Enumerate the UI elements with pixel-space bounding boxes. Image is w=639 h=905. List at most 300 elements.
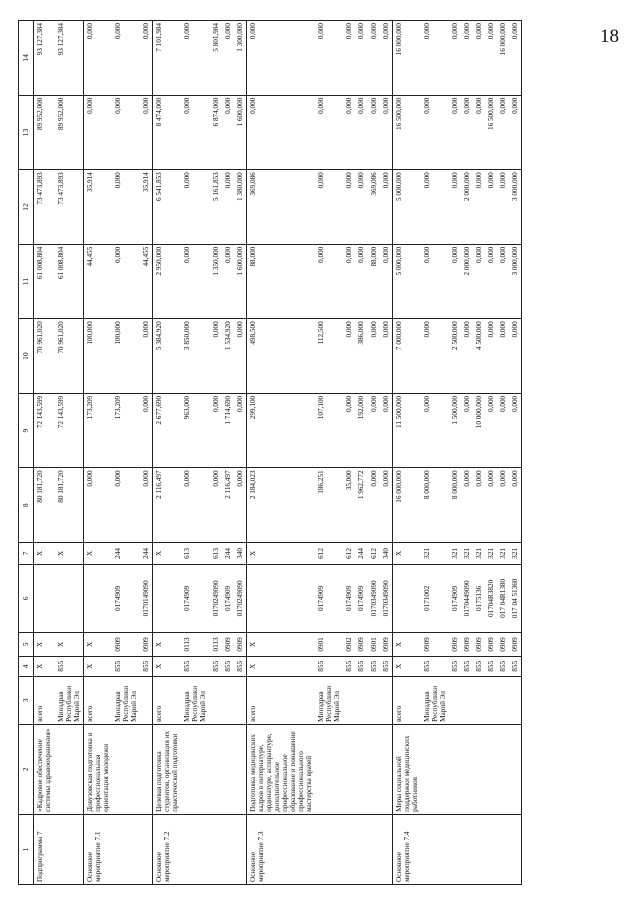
table-cell-2 [497, 724, 509, 814]
table-cell-10: 0,000 [461, 319, 473, 394]
table-cell-9: 107,100 [315, 393, 343, 468]
table-cell-10: 70 961,020 [34, 319, 55, 394]
table-cell-1 [368, 814, 380, 884]
table-cell-9: 0,000 [509, 393, 522, 468]
rotated-table-container [18, 20, 520, 885]
table-cell-1: Основное мероприятие 7.4 [392, 814, 421, 884]
table-row [234, 21, 247, 885]
table-cell-12: 0,000 [473, 170, 485, 245]
table-cell-5: X [392, 632, 421, 656]
header-cell: 4 [19, 656, 34, 676]
table-cell-4: X [34, 656, 55, 676]
table-cell-5: X [83, 632, 112, 656]
table-cell-13: 0,000 [246, 95, 315, 170]
table-cell-1 [181, 814, 209, 884]
header-cell: 8 [19, 468, 34, 543]
table-cell-2 [210, 724, 222, 814]
table-cell-1 [355, 814, 367, 884]
budget-table [18, 20, 522, 885]
table-cell-14: 16 000,000 [392, 21, 421, 96]
table-body [34, 21, 522, 885]
header-cell: 7 [19, 542, 34, 564]
table-cell-10: 3 850,000 [181, 319, 209, 394]
table-cell-1 [497, 814, 509, 884]
table-cell-10: 498,500 [246, 319, 315, 394]
table-cell-1 [315, 814, 343, 884]
page-number: 18 [600, 26, 619, 47]
table-cell-14: 93 127,384 [34, 21, 55, 96]
table-row [55, 21, 84, 885]
table-cell-3 [210, 676, 222, 724]
table-cell-13: 16 500,000 [392, 95, 421, 170]
table-cell-14: 0,000 [380, 21, 393, 96]
table-cell-8: 2 116,497 [153, 468, 182, 543]
table-cell-2: Меры социальной поддержки медицинских работников [392, 724, 421, 814]
table-cell-14: 0,000 [509, 21, 522, 96]
table-cell-9: 11 500,000 [392, 393, 421, 468]
table-cell-13: 0,000 [461, 95, 473, 170]
table-cell-8: 0,000 [234, 468, 247, 543]
table-cell-6 [153, 564, 182, 632]
table-cell-10: 7 000,000 [392, 319, 421, 394]
table-cell-9: 0,000 [210, 393, 222, 468]
table-cell-9: 173,209 [83, 393, 112, 468]
table-cell-3 [380, 676, 393, 724]
table-cell-11: 1 350,000 [210, 244, 222, 319]
table-cell-14: 0,000 [368, 21, 380, 96]
table-cell-1 [421, 814, 449, 884]
table-cell-1 [380, 814, 393, 884]
table-cell-14: 0,000 [461, 21, 473, 96]
table-cell-12: 35,914 [83, 170, 112, 245]
table-cell-5: 0902 [343, 632, 355, 656]
table-cell-1 [210, 814, 222, 884]
table-cell-7: X [246, 542, 315, 564]
table-cell-2 [234, 724, 247, 814]
table-cell-4: 855 [112, 656, 140, 676]
table-cell-5: 0909 [112, 632, 140, 656]
table-cell-8: 2 116,497 [222, 468, 234, 543]
table-cell-12: 0,000 [222, 170, 234, 245]
table-cell-10: 0,000 [421, 319, 449, 394]
table-cell-14: 5 801,984 [210, 21, 222, 96]
table-cell-12: 0,000 [485, 170, 497, 245]
table-cell-12: 0,000 [449, 170, 461, 245]
table-cell-12: 73 473,893 [55, 170, 84, 245]
table-cell-12: 2 000,000 [461, 170, 473, 245]
table-cell-1 [509, 814, 522, 884]
table-cell-4: 855 [140, 656, 153, 676]
table-cell-7: 321 [497, 542, 509, 564]
table-cell-9: 0,000 [343, 393, 355, 468]
table-row [34, 21, 55, 885]
table-cell-5: 0909 [222, 632, 234, 656]
table-cell-5: 0901 [315, 632, 343, 656]
table-cell-1 [485, 814, 497, 884]
table-cell-13: 0,000 [380, 95, 393, 170]
table-cell-8: 8 000,000 [449, 468, 461, 543]
table-cell-13: 0,000 [315, 95, 343, 170]
table-cell-2 [461, 724, 473, 814]
table-row [83, 21, 112, 885]
table-cell-12: 369,086 [368, 170, 380, 245]
table-cell-7: 613 [181, 542, 209, 564]
table-cell-3 [485, 676, 497, 724]
table-cell-4: 855 [473, 656, 485, 676]
table-cell-9: 192,000 [355, 393, 367, 468]
table-cell-11: 0,000 [449, 244, 461, 319]
table-cell-7: 613 [210, 542, 222, 564]
table-cell-13: 0,000 [83, 95, 112, 170]
table-cell-10: 2 500,000 [449, 319, 461, 394]
table-cell-2 [55, 724, 84, 814]
table-cell-11: 61 008,804 [55, 244, 84, 319]
table-cell-6: 017 04R1380 [497, 564, 509, 632]
table-cell-13: 0,000 [509, 95, 522, 170]
table-cell-6 [246, 564, 315, 632]
table-row [315, 21, 343, 885]
table-cell-8: 0,000 [181, 468, 209, 543]
table-cell-10: 70 961,020 [55, 319, 84, 394]
table-cell-3: всего [34, 676, 55, 724]
table-cell-12: 0,000 [112, 170, 140, 245]
table-cell-11: 0,000 [181, 244, 209, 319]
table-row [509, 21, 522, 885]
table-cell-2: Подготовка медицинских кадров в интернатуре, ординатуре, аспирантуре, дополнительное профессиональное образование и повышение профессионального мастерства врачей [246, 724, 315, 814]
table-cell-6: 0174909 [181, 564, 209, 632]
table-cell-9: 299,100 [246, 393, 315, 468]
table-cell-11: 88,000 [246, 244, 315, 319]
table-row [497, 21, 509, 885]
table-cell-13: 89 952,000 [55, 95, 84, 170]
table-cell-5: 0909 [485, 632, 497, 656]
table-cell-1: Основное мероприятие 7.1 [83, 814, 112, 884]
table-cell-10: 0,000 [485, 319, 497, 394]
table-cell-4: X [83, 656, 112, 676]
table-cell-13: 0,000 [497, 95, 509, 170]
table-row [449, 21, 461, 885]
table-cell-9: 0,000 [421, 393, 449, 468]
table-cell-13: 16 500,000 [485, 95, 497, 170]
table-cell-6 [55, 564, 84, 632]
table-cell-6: 0170249090 [234, 564, 247, 632]
table-cell-14: 0,000 [449, 21, 461, 96]
table-cell-7: 321 [421, 542, 449, 564]
table-cell-3 [222, 676, 234, 724]
table-cell-5: 0113 [181, 632, 209, 656]
table-cell-7: 321 [473, 542, 485, 564]
table-cell-13: 0,000 [421, 95, 449, 170]
header-cell: 12 [19, 170, 34, 245]
table-cell-14: 0,000 [355, 21, 367, 96]
table-cell-1 [140, 814, 153, 884]
table-cell-10: 386,000 [355, 319, 367, 394]
table-cell-6: 0174909 [355, 564, 367, 632]
table-cell-12: 0,000 [315, 170, 343, 245]
table-cell-12: 6 541,853 [153, 170, 182, 245]
table-cell-4: 855 [343, 656, 355, 676]
table-cell-11: 44,455 [140, 244, 153, 319]
table-cell-3: всего [83, 676, 112, 724]
table-cell-7: 612 [343, 542, 355, 564]
table-cell-9: 0,000 [497, 393, 509, 468]
header-row [19, 21, 34, 885]
table-cell-1 [55, 814, 84, 884]
table-cell-3 [140, 676, 153, 724]
table-cell-8: 8 000,000 [421, 468, 449, 543]
table-cell-3 [473, 676, 485, 724]
table-cell-11: 0,000 [343, 244, 355, 319]
table-cell-11: 0,000 [421, 244, 449, 319]
table-row [392, 21, 421, 885]
table-row [153, 21, 182, 885]
table-cell-12: 1 380,000 [234, 170, 247, 245]
table-cell-7: 244 [355, 542, 367, 564]
table-cell-11: 0,000 [112, 244, 140, 319]
table-cell-1 [234, 814, 247, 884]
table-cell-9: 0,000 [461, 393, 473, 468]
table-cell-2 [380, 724, 393, 814]
table-cell-6: 0171002 [421, 564, 449, 632]
table-cell-12: 0,000 [421, 170, 449, 245]
header-cell: 11 [19, 244, 34, 319]
table-cell-1 [112, 814, 140, 884]
table-cell-9: 72 143,599 [34, 393, 55, 468]
table-cell-2 [421, 724, 449, 814]
table-cell-7: 340 [234, 542, 247, 564]
table-cell-3: всего [153, 676, 182, 724]
table-cell-7: X [55, 542, 84, 564]
table-cell-2 [140, 724, 153, 814]
header-cell: 13 [19, 95, 34, 170]
table-cell-10: 0,000 [140, 319, 153, 394]
table-cell-8: 0,000 [140, 468, 153, 543]
table-cell-1 [343, 814, 355, 884]
table-cell-2 [315, 724, 343, 814]
table-cell-5: 0909 [421, 632, 449, 656]
table-cell-6 [83, 564, 112, 632]
table-cell-14: 7 101,984 [153, 21, 182, 96]
table-cell-11: 0,000 [315, 244, 343, 319]
table-cell-14: 0,000 [181, 21, 209, 96]
table-cell-11: 2 000,000 [461, 244, 473, 319]
table-cell-12: 0,000 [181, 170, 209, 245]
table-cell-11: 0,000 [222, 244, 234, 319]
table-cell-2 [449, 724, 461, 814]
table-cell-10: 100,000 [83, 319, 112, 394]
table-cell-1 [449, 814, 461, 884]
table-cell-6: 0174909 [449, 564, 461, 632]
table-cell-14: 16 000,000 [497, 21, 509, 96]
table-cell-4: 855 [55, 656, 84, 676]
table-cell-2 [368, 724, 380, 814]
table-cell-10: 0,000 [497, 319, 509, 394]
table-cell-13: 0,000 [222, 95, 234, 170]
table-cell-11: 1 600,000 [234, 244, 247, 319]
table-cell-5: X [153, 632, 182, 656]
table-cell-3: Минздрав Республики Марий Эл [55, 676, 84, 724]
table-cell-14: 0,000 [112, 21, 140, 96]
table-cell-4: 855 [222, 656, 234, 676]
table-row [343, 21, 355, 885]
table-cell-10: 0,000 [509, 319, 522, 394]
table-cell-10: 100,000 [112, 319, 140, 394]
table-cell-9: 0,000 [234, 393, 247, 468]
table-cell-5: X [246, 632, 315, 656]
table-cell-13: 6 874,000 [210, 95, 222, 170]
table-cell-11: 0,000 [485, 244, 497, 319]
table-cell-8: 80 181,720 [34, 468, 55, 543]
table-cell-5: 0909 [497, 632, 509, 656]
table-cell-9: 72 143,599 [55, 393, 84, 468]
table-cell-13: 0,000 [449, 95, 461, 170]
table-cell-12: 5 161,853 [210, 170, 222, 245]
table-cell-10: 0,000 [234, 319, 247, 394]
header-cell: 10 [19, 319, 34, 394]
table-cell-7: 612 [368, 542, 380, 564]
table-cell-11: 3 000,000 [509, 244, 522, 319]
table-cell-5: 0909 [355, 632, 367, 656]
table-cell-3 [343, 676, 355, 724]
table-cell-7: 321 [461, 542, 473, 564]
table-cell-6: 0174909 [222, 564, 234, 632]
table-cell-7: X [392, 542, 421, 564]
table-cell-9: 1 714,690 [222, 393, 234, 468]
table-cell-5: X [55, 632, 84, 656]
table-cell-5: 0909 [473, 632, 485, 656]
table-cell-6 [392, 564, 421, 632]
table-cell-13: 0,000 [343, 95, 355, 170]
table-cell-5: 0909 [140, 632, 153, 656]
table-cell-9: 173,209 [112, 393, 140, 468]
table-cell-12: 0,000 [380, 170, 393, 245]
table-row [485, 21, 497, 885]
table-cell-8: 0,000 [485, 468, 497, 543]
table-cell-2 [509, 724, 522, 814]
table-cell-12: 0,000 [355, 170, 367, 245]
table-cell-5: 0909 [234, 632, 247, 656]
table-cell-11: 0,000 [473, 244, 485, 319]
table-cell-7: X [153, 542, 182, 564]
table-cell-12: 369,086 [246, 170, 315, 245]
header-cell: 1 [19, 814, 34, 884]
table-cell-3: всего [392, 676, 421, 724]
table-cell-2 [343, 724, 355, 814]
table-cell-12: 73 473,893 [34, 170, 55, 245]
table-cell-3: всего [246, 676, 315, 724]
table-cell-10: 0,000 [210, 319, 222, 394]
table-cell-9: 963,000 [181, 393, 209, 468]
table-cell-9: 0,000 [380, 393, 393, 468]
table-cell-2 [112, 724, 140, 814]
table-row [112, 21, 140, 885]
table-cell-7: 244 [140, 542, 153, 564]
table-row [210, 21, 222, 885]
table-cell-5: 0909 [380, 632, 393, 656]
table-cell-11: 0,000 [380, 244, 393, 319]
table-row [473, 21, 485, 885]
table-cell-12: 5 000,000 [392, 170, 421, 245]
table-cell-6: 0174909 [112, 564, 140, 632]
table-cell-6: 0170149090 [140, 564, 153, 632]
table-cell-5: 0909 [509, 632, 522, 656]
table-cell-13: 0,000 [355, 95, 367, 170]
header-cell: 14 [19, 21, 34, 96]
table-cell-8: 0,000 [210, 468, 222, 543]
table-cell-13: 1 600,000 [234, 95, 247, 170]
table-cell-8: 0,000 [83, 468, 112, 543]
table-cell-4: 855 [234, 656, 247, 676]
table-cell-14: 0,000 [473, 21, 485, 96]
table-cell-2 [355, 724, 367, 814]
table-cell-4: 855 [485, 656, 497, 676]
table-cell-4: 855 [380, 656, 393, 676]
table-cell-11: 5 000,000 [392, 244, 421, 319]
table-cell-7: X [34, 542, 55, 564]
table-cell-6: 0170349090 [368, 564, 380, 632]
header-cell: 9 [19, 393, 34, 468]
table-cell-7: X [83, 542, 112, 564]
table-cell-12: 0,000 [497, 170, 509, 245]
table-cell-8: 0,000 [112, 468, 140, 543]
table-cell-8: 35,000 [343, 468, 355, 543]
table-cell-4: 855 [509, 656, 522, 676]
table-cell-9: 10 000,000 [473, 393, 485, 468]
table-cell-6 [34, 564, 55, 632]
table-cell-7: 321 [485, 542, 497, 564]
table-cell-10: 0,000 [343, 319, 355, 394]
table-row [380, 21, 393, 885]
table-cell-8: 0,000 [497, 468, 509, 543]
header-cell: 6 [19, 564, 34, 632]
table-row [222, 21, 234, 885]
table-cell-14: 0,000 [222, 21, 234, 96]
table-cell-3 [355, 676, 367, 724]
table-cell-6: 0175136 [473, 564, 485, 632]
table-cell-14: 0,000 [315, 21, 343, 96]
table-cell-4: X [392, 656, 421, 676]
table-cell-1 [461, 814, 473, 884]
table-cell-3: Минздрав Республики Марий Эл [112, 676, 140, 724]
table-cell-6: 0170349090 [380, 564, 393, 632]
table-cell-13: 0,000 [140, 95, 153, 170]
table-cell-12: 3 000,000 [509, 170, 522, 245]
table-cell-14: 0,000 [140, 21, 153, 96]
table-cell-9: 0,000 [368, 393, 380, 468]
table-cell-6: 0174909 [315, 564, 343, 632]
table-cell-8: 16 000,000 [392, 468, 421, 543]
table-cell-14: 0,000 [83, 21, 112, 96]
table-cell-5: 0901 [368, 632, 380, 656]
table-cell-14: 0,000 [421, 21, 449, 96]
table-cell-2: Целевая подготовка студентов, организация их практической подготовки [153, 724, 182, 814]
header-cell: 2 [19, 724, 34, 814]
table-cell-1: Основное мероприятие 7.3 [246, 814, 315, 884]
table-cell-9: 0,000 [140, 393, 153, 468]
table-cell-2 [222, 724, 234, 814]
table-cell-11: 0,000 [497, 244, 509, 319]
table-cell-4: 855 [355, 656, 367, 676]
table-cell-3: Минздрав Республики Марий Эл [315, 676, 343, 724]
table-cell-10: 0,000 [368, 319, 380, 394]
table-cell-4: X [153, 656, 182, 676]
table-cell-2: «Кадровое обеспечение системы здравоохранения» [34, 724, 55, 814]
table-cell-7: 244 [112, 542, 140, 564]
table-cell-8: 0,000 [368, 468, 380, 543]
table-cell-5: 0909 [461, 632, 473, 656]
table-cell-8: 0,000 [380, 468, 393, 543]
table-cell-3: Минздрав Республики Марий Эл [421, 676, 449, 724]
